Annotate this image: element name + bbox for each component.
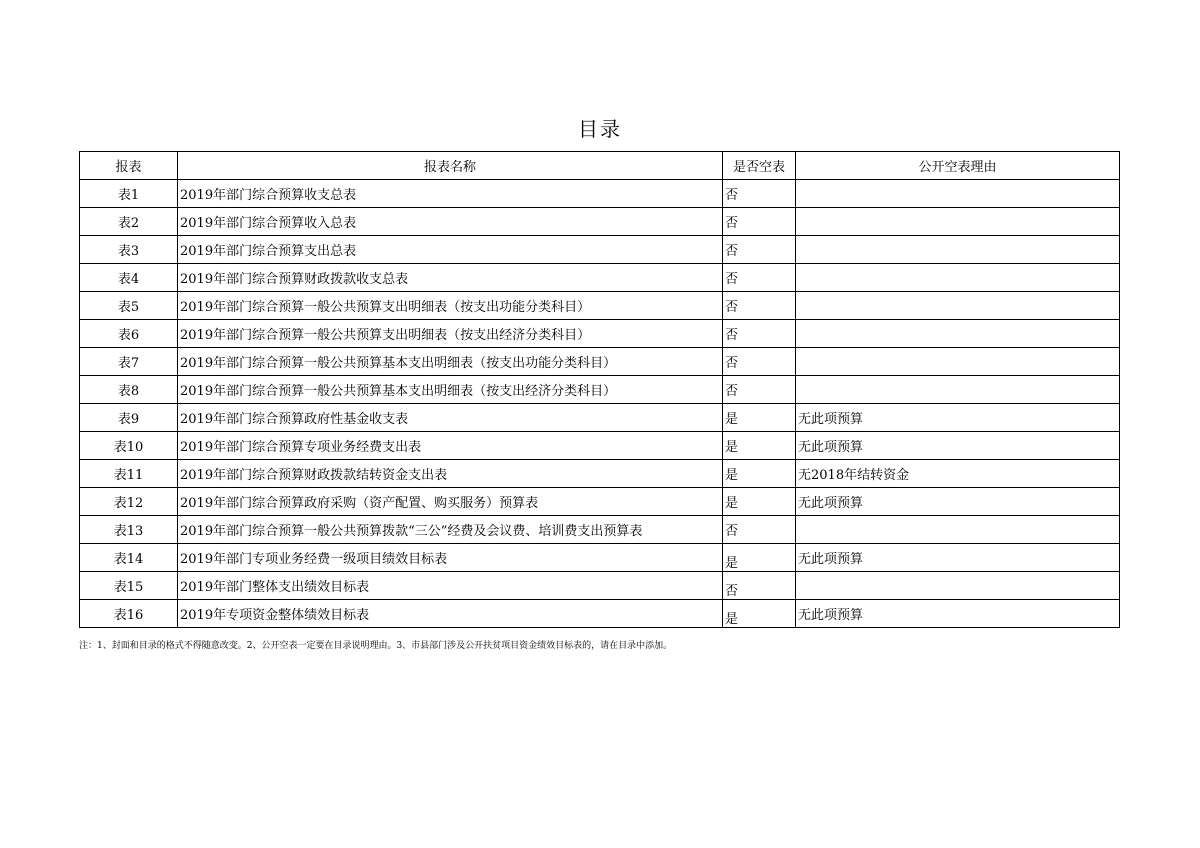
table-row — [80, 600, 1120, 628]
report-name-cell: 2019年部门综合预算支出总表 — [178, 236, 723, 264]
empty-reason-cell — [796, 572, 1120, 600]
empty-reason-cell — [796, 208, 1120, 236]
report-name-cell: 2019年部门综合预算收入总表 — [178, 208, 723, 236]
report-id-cell: 表12 — [80, 488, 178, 516]
is-empty-cell: 是 — [723, 600, 796, 628]
is-empty-cell: 否 — [723, 572, 796, 600]
table-row — [80, 516, 1120, 544]
report-name-cell: 2019年部门综合预算一般公共预算基本支出明细表（按支出功能分类科目） — [178, 348, 723, 376]
empty-reason-cell: 无此项预算 — [796, 488, 1120, 516]
report-id-cell: 表5 — [80, 292, 178, 320]
header-report-name: 报表名称 — [178, 152, 723, 180]
empty-reason-cell — [796, 236, 1120, 264]
table-row — [80, 572, 1120, 600]
is-empty-cell: 否 — [723, 292, 796, 320]
report-name-cell: 2019年部门综合预算一般公共预算基本支出明细表（按支出经济分类科目） — [178, 376, 723, 404]
is-empty-cell: 否 — [723, 516, 796, 544]
is-empty-cell: 是 — [723, 404, 796, 432]
is-empty-cell: 否 — [723, 208, 796, 236]
empty-reason-cell: 无此项预算 — [796, 404, 1120, 432]
footnote: 注：1、封面和目录的格式不得随意改变。2、公开空表一定要在目录说明理由。3、市县部门涉及公开扶贫项目资金绩效目标表的，请在目录中添加。 — [79, 641, 673, 651]
is-empty-cell: 否 — [723, 264, 796, 292]
report-id-cell: 表6 — [80, 320, 178, 348]
table-header-row — [80, 152, 1120, 180]
is-empty-cell: 是 — [723, 432, 796, 460]
report-name-cell: 2019年部门综合预算财政拨款结转资金支出表 — [178, 460, 723, 488]
empty-reason-cell: 无2018年结转资金 — [796, 460, 1120, 488]
is-empty-cell: 否 — [723, 348, 796, 376]
is-empty-cell: 是 — [723, 460, 796, 488]
report-name-cell: 2019年部门综合预算政府性基金收支表 — [178, 404, 723, 432]
empty-reason-cell — [796, 320, 1120, 348]
report-name-cell: 2019年部门综合预算专项业务经费支出表 — [178, 432, 723, 460]
report-name-cell: 2019年部门整体支出绩效目标表 — [178, 572, 723, 600]
header-report-id: 报表 — [80, 152, 178, 180]
report-name-cell: 2019年部门综合预算一般公共预算支出明细表（按支出经济分类科目） — [178, 320, 723, 348]
table-row — [80, 208, 1120, 236]
table-row — [80, 460, 1120, 488]
report-id-cell: 表8 — [80, 376, 178, 404]
empty-reason-cell: 无此项预算 — [796, 544, 1120, 572]
report-name-cell: 2019年部门专项业务经费一级项目绩效目标表 — [178, 544, 723, 572]
table-row — [80, 432, 1120, 460]
empty-reason-cell — [796, 264, 1120, 292]
table-row — [80, 488, 1120, 516]
report-id-cell: 表1 — [80, 180, 178, 208]
table-body — [80, 180, 1120, 628]
table-row — [80, 320, 1120, 348]
is-empty-cell: 是 — [723, 488, 796, 516]
report-id-cell: 表10 — [80, 432, 178, 460]
table-row — [80, 180, 1120, 208]
table-row — [80, 348, 1120, 376]
report-id-cell: 表16 — [80, 600, 178, 628]
report-id-cell: 表14 — [80, 544, 178, 572]
is-empty-cell: 否 — [723, 236, 796, 264]
report-id-cell: 表13 — [80, 516, 178, 544]
table-row — [80, 544, 1120, 572]
empty-reason-cell: 无此项预算 — [796, 600, 1120, 628]
report-id-cell: 表11 — [80, 460, 178, 488]
report-name-cell: 2019年部门综合预算政府采购（资产配置、购买服务）预算表 — [178, 488, 723, 516]
report-name-cell: 2019年部门综合预算一般公共预算支出明细表（按支出功能分类科目） — [178, 292, 723, 320]
table-row — [80, 292, 1120, 320]
report-name-cell: 2019年专项资金整体绩效目标表 — [178, 600, 723, 628]
is-empty-cell: 是 — [723, 544, 796, 572]
page-title: 目录 — [578, 117, 622, 141]
empty-reason-cell — [796, 348, 1120, 376]
report-name-cell: 2019年部门综合预算收支总表 — [178, 180, 723, 208]
report-id-cell: 表4 — [80, 264, 178, 292]
report-id-cell: 表15 — [80, 572, 178, 600]
report-id-cell: 表9 — [80, 404, 178, 432]
report-name-cell: 2019年部门综合预算一般公共预算拨款“三公”经费及会议费、培训费支出预算表 — [178, 516, 723, 544]
report-id-cell: 表3 — [80, 236, 178, 264]
is-empty-cell: 否 — [723, 320, 796, 348]
is-empty-cell: 否 — [723, 180, 796, 208]
table-row — [80, 376, 1120, 404]
table-row — [80, 264, 1120, 292]
empty-reason-cell — [796, 376, 1120, 404]
report-id-cell: 表2 — [80, 208, 178, 236]
empty-reason-cell: 无此项预算 — [796, 432, 1120, 460]
report-catalog-table — [79, 151, 1120, 628]
empty-reason-cell — [796, 180, 1120, 208]
report-name-cell: 2019年部门综合预算财政拨款收支总表 — [178, 264, 723, 292]
table-row — [80, 404, 1120, 432]
empty-reason-cell — [796, 516, 1120, 544]
header-empty-reason: 公开空表理由 — [796, 152, 1120, 180]
header-is-empty: 是否空表 — [723, 152, 796, 180]
is-empty-cell: 否 — [723, 376, 796, 404]
report-id-cell: 表7 — [80, 348, 178, 376]
empty-reason-cell — [796, 292, 1120, 320]
table-row — [80, 236, 1120, 264]
